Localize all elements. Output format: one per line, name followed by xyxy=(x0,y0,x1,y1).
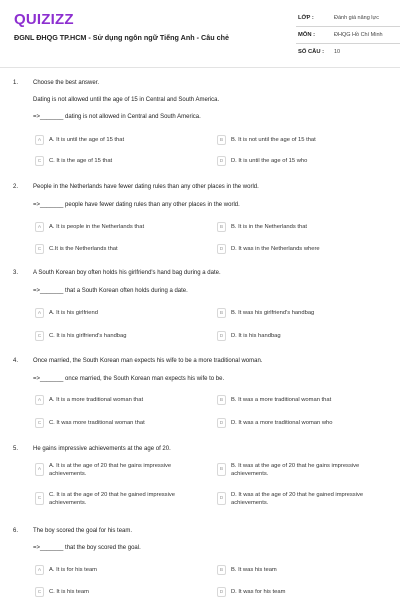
option-text: C. It is the age of 15 that xyxy=(49,158,113,164)
option-text: D. It was at the age of 20 that he gained impressive achievements. xyxy=(231,492,364,506)
option-a[interactable] xyxy=(35,308,98,321)
question-rewrite: =>_______ that a South Korean often holds during a date. xyxy=(33,288,188,294)
meta-row-question-count xyxy=(296,46,400,61)
question-sentence: He gains impressive achievements at the age of 20. xyxy=(33,446,171,452)
question-sentence: A South Korean boy often holds his girlfriend's hand bag during a date. xyxy=(33,270,221,276)
option-c[interactable] xyxy=(35,244,118,257)
option-letter-box: A xyxy=(35,463,44,476)
option-letter-box: B xyxy=(217,395,226,405)
option-text: C. It is at the age of 20 that he gained impressive achievements. xyxy=(49,492,175,506)
option-c[interactable] xyxy=(35,331,126,344)
question-sentence: People in the Netherlands have fewer dating rules than any other places in the world. xyxy=(33,184,259,190)
option-letter-box: B xyxy=(217,565,226,575)
question-number: 1. xyxy=(13,80,19,86)
option-text: C. It was more traditional woman that xyxy=(49,420,145,426)
option-b[interactable] xyxy=(217,463,391,483)
worksheet-header xyxy=(0,0,400,66)
meta-row-class xyxy=(296,12,400,27)
option-text: D. It was in the Netherlands where xyxy=(231,246,320,252)
option-text: D. It is until the age of 15 who xyxy=(231,158,308,164)
meta-row-subject xyxy=(296,29,400,44)
option-b[interactable] xyxy=(217,565,277,578)
option-letter-box: A xyxy=(35,395,44,405)
option-c[interactable] xyxy=(35,156,112,169)
option-letter-box: C xyxy=(35,492,44,505)
meta-value: Đánh giá năng lực xyxy=(334,15,379,21)
option-letter-box: B xyxy=(217,135,226,145)
option-letter-box: D xyxy=(217,418,226,428)
question-sentence: Dating is not allowed until the age of 15 in Central and South America. xyxy=(33,97,220,103)
option-b[interactable] xyxy=(217,395,331,408)
option-letter-box: D xyxy=(217,587,226,597)
option-letter-box: A xyxy=(35,135,44,145)
option-text: A. It is at the age of 20 that he gains impressive achievements. xyxy=(49,463,172,477)
option-text: A. It is his girlfriend xyxy=(49,310,98,316)
option-text: A. It is people in the Netherlands that xyxy=(49,224,145,230)
option-letter-box: C xyxy=(35,331,44,341)
meta-label: SỐ CÂU : xyxy=(298,49,325,55)
option-letter-box: B xyxy=(217,308,226,318)
option-text: B. It was a more traditional woman that xyxy=(231,397,332,403)
option-text: A. It is for his team xyxy=(49,567,97,573)
quizizz-logo: QUIZIZZ xyxy=(14,11,74,28)
option-text: B. It was at the age of 20 that he gains impressive achievements. xyxy=(231,463,360,477)
question-rewrite: =>_______ that the boy scored the goal. xyxy=(33,545,141,551)
meta-value: 10 xyxy=(334,49,341,55)
question-sentence: Once married, the South Korean man expects his wife to be a more traditional woman. xyxy=(33,358,263,364)
option-c[interactable] xyxy=(35,492,209,512)
option-text: B. It is in the Netherlands that xyxy=(231,224,308,230)
option-d[interactable] xyxy=(217,492,391,512)
option-letter-box: C xyxy=(35,156,44,166)
option-text: D. It was for his team xyxy=(231,589,286,595)
option-letter-box: B xyxy=(217,463,226,476)
question-prompt: Choose the best answer. xyxy=(33,80,100,86)
option-text: A. It is a more traditional woman that xyxy=(49,397,144,403)
option-text: B. It was his girlfriend's handbag xyxy=(231,310,315,316)
option-c[interactable] xyxy=(35,587,89,600)
option-a[interactable] xyxy=(35,222,144,235)
question-rewrite: =>_______ once married, the South Korean man expects his wife to be. xyxy=(33,376,225,382)
option-b[interactable] xyxy=(217,135,316,148)
option-text: D. It is his handbag xyxy=(231,333,281,339)
option-letter-box: D xyxy=(217,156,226,166)
option-text: B. It was his team xyxy=(231,567,277,573)
question-number: 3. xyxy=(13,270,19,276)
option-letter-box: A xyxy=(35,565,44,575)
option-a[interactable] xyxy=(35,463,209,483)
question-rewrite: =>_______ people have fewer dating rules than any other places in the world. xyxy=(33,202,240,208)
option-text: C. It is his team xyxy=(49,589,89,595)
header-divider xyxy=(0,67,400,68)
option-text: C. It is his girlfriend's handbag xyxy=(49,333,127,339)
option-d[interactable] xyxy=(217,587,285,600)
option-d[interactable] xyxy=(217,331,281,344)
option-b[interactable] xyxy=(217,222,307,235)
question-number: 4. xyxy=(13,358,19,364)
option-letter-box: A xyxy=(35,308,44,318)
meta-label: LỚP : xyxy=(298,15,314,21)
option-letter-box: C xyxy=(35,418,44,428)
worksheet-meta xyxy=(296,12,400,61)
option-text: C.It is the Netherlands that xyxy=(49,246,118,252)
option-letter-box: B xyxy=(217,222,226,232)
option-d[interactable] xyxy=(217,418,333,431)
meta-value: ĐHQG Hồ Chí Minh xyxy=(334,32,383,38)
option-text: B. It is not until the age of 15 that xyxy=(231,137,316,143)
option-c[interactable] xyxy=(35,418,145,431)
option-a[interactable] xyxy=(35,565,97,578)
question-number: 5. xyxy=(13,446,19,452)
option-text: D. It was a more traditional woman who xyxy=(231,420,333,426)
meta-label: MÔN : xyxy=(298,32,316,38)
worksheet-title: ĐGNL ĐHQG TP.HCM - Sử dụng ngôn ngữ Tiếng Anh - Câu chẻ xyxy=(14,33,229,42)
question-sentence: The boy scored the goal for his team. xyxy=(33,528,133,534)
option-d[interactable] xyxy=(217,244,320,257)
question-number: 6. xyxy=(13,528,19,534)
option-a[interactable] xyxy=(35,395,143,408)
option-b[interactable] xyxy=(217,308,314,321)
option-text: A. It is until the age of 15 that xyxy=(49,137,125,143)
option-letter-box: A xyxy=(35,222,44,232)
option-d[interactable] xyxy=(217,156,307,169)
option-letter-box: D xyxy=(217,244,226,254)
question-number: 2. xyxy=(13,184,19,190)
option-letter-box: D xyxy=(217,331,226,341)
option-letter-box: C xyxy=(35,587,44,597)
question-rewrite: =>_______ dating is not allowed in Central and South America. xyxy=(33,114,201,120)
option-letter-box: C xyxy=(35,244,44,254)
option-a[interactable] xyxy=(35,135,124,148)
option-letter-box: D xyxy=(217,492,226,505)
